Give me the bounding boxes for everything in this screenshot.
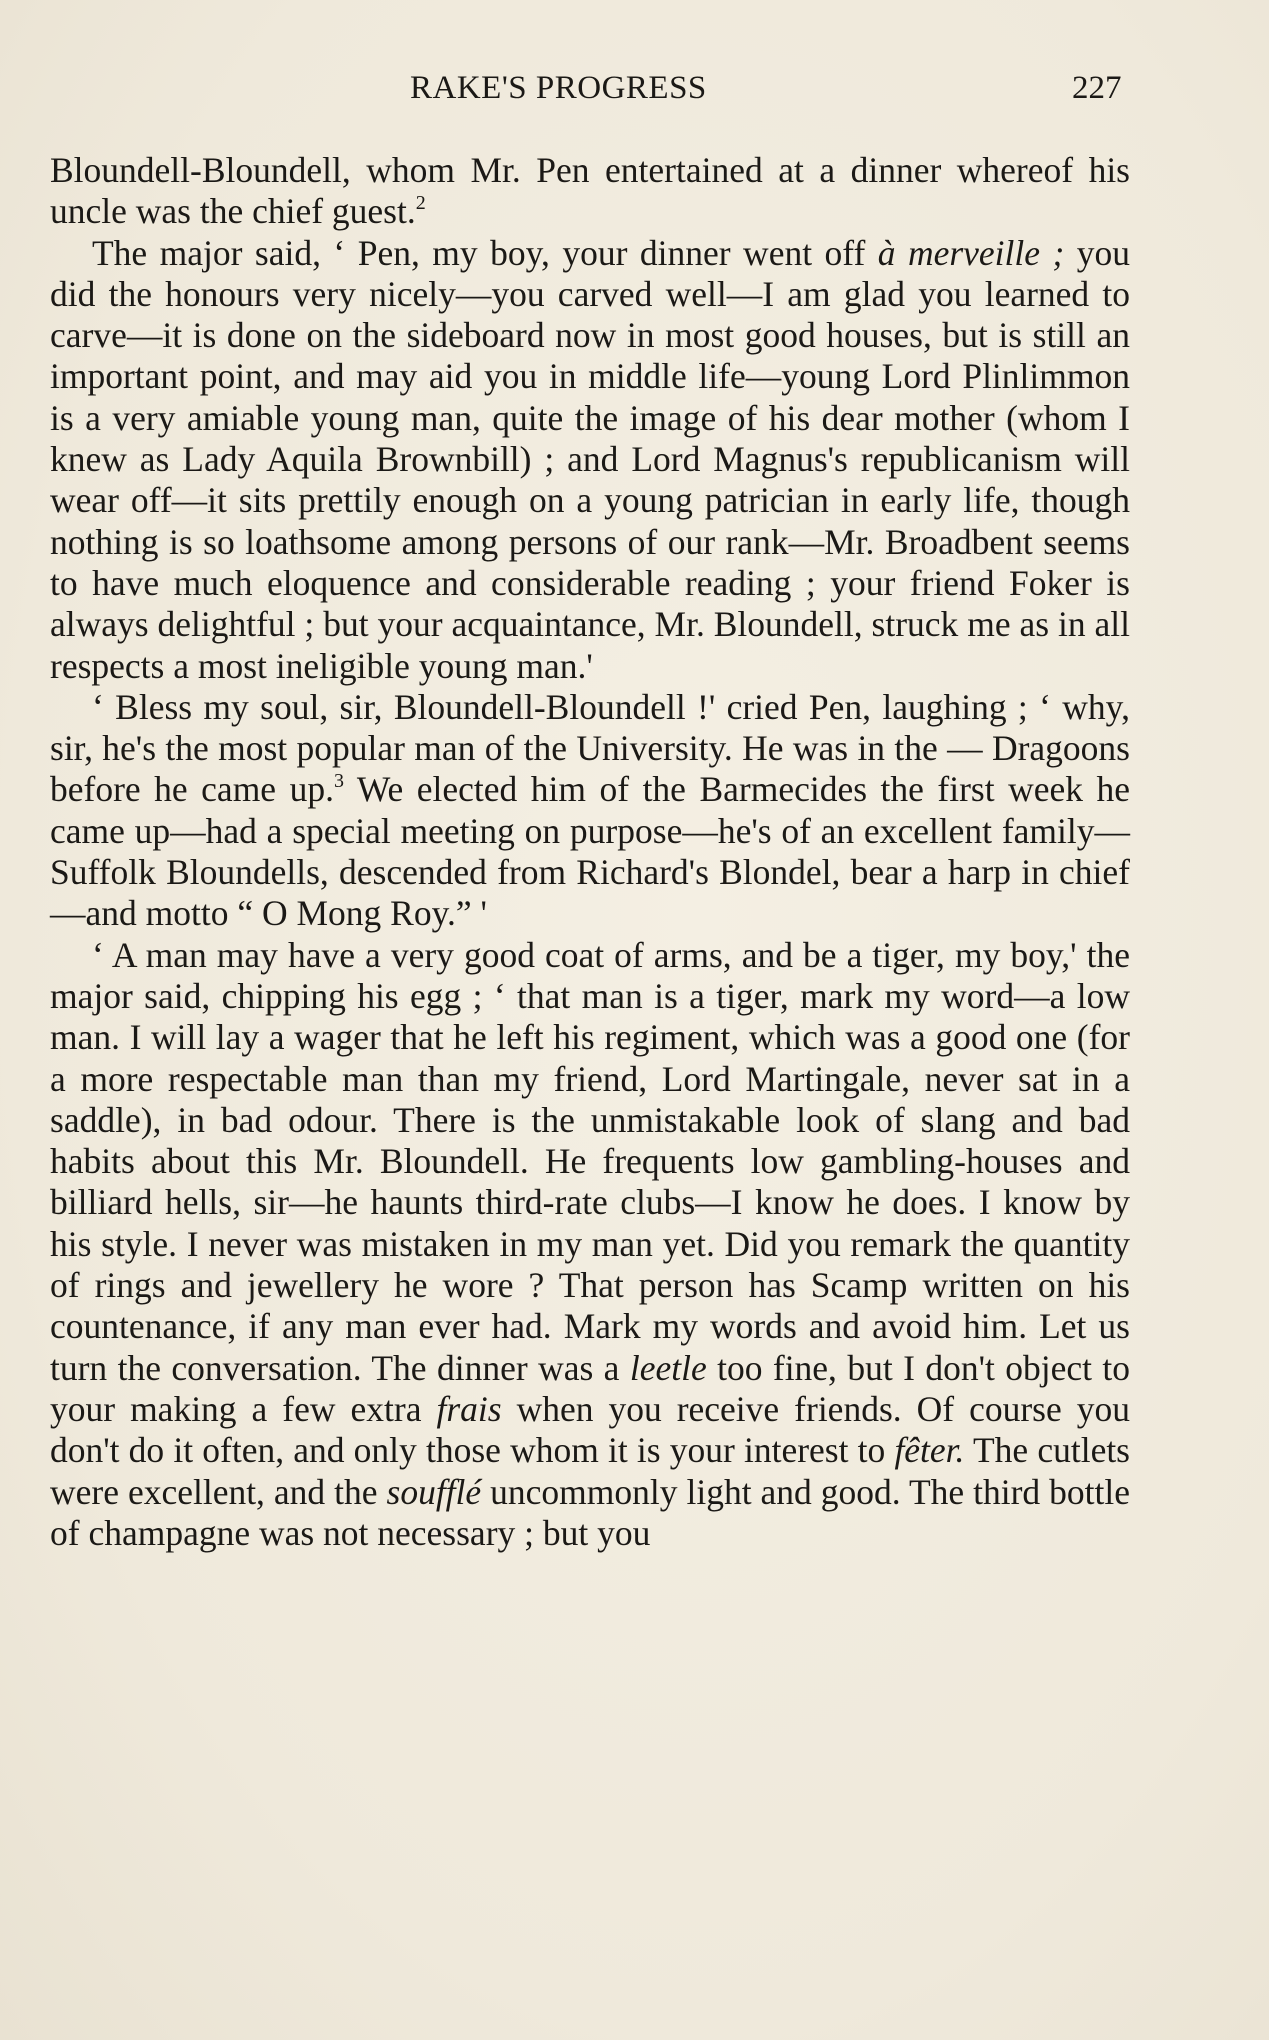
text-segment: The major said, ‘ Pen, my boy, your dinner went off <box>92 232 878 273</box>
footnote-marker: 3 <box>333 770 344 793</box>
text-segment: when you receive friends. Of course you don't do it often, and only those whom it is your interest to <box>50 1388 1130 1471</box>
text-segment: ‘ A man may have a very good coat of arms, and be a tiger, my boy,' the major said, chipping his egg ; ‘ that man is a tiger, mark my word—a low man. I will lay a wager that he left his regiment, which was a good one (for a more respectable man than my friend, Lord Martingale, never sat in a saddle), in bad odour. There is the unmistakable look of slang and bad habits about this Mr. Bloundell. He frequents low gambling-houses and billiard hells, sir—he haunts third-rate clubs—I know he does. I know by his style. I never was mistaken in my man yet. Did you remark the quantity of rings and jewellery he wore ? That person has Scamp written on his countenance, if any man ever had. Mark my words and avoid him. Let us turn the conversation. The dinner was a <box>50 934 1130 1388</box>
running-head <box>0 70 1269 114</box>
paragraph <box>50 150 1130 233</box>
italic-text: frais <box>436 1388 502 1429</box>
paragraph <box>50 935 1130 1554</box>
text-segment: The cutlets were excellent, and the <box>50 1430 1131 1512</box>
text-segment: uncommonly light and good. The third bottle of champagne was not necessary ; but you <box>50 1471 1131 1553</box>
paragraph <box>50 687 1130 935</box>
text-segment: We elected him of the Barmecides the first week he came up—had a special meeting on purpose—he's of an excellent family—Suffolk Bloundells, descended from Richard's Blondel, bear a harp in chief—and motto “ O Mong Roy.” ' <box>50 769 1131 934</box>
text-segment: ‘ Bless my soul, sir, Bloundell-Bloundell !' cried Pen, laughing ; ‘ why, sir, he's the most popular man of the University. He was in the — Dragoons before he came up. <box>50 686 1130 810</box>
text-segment: too fine, but I don't object to your making a few extra <box>50 1347 1130 1429</box>
body-text <box>50 150 1130 1554</box>
italic-text: leetle <box>629 1347 707 1388</box>
running-title: RAKE'S PROGRESS <box>410 70 707 106</box>
footnote-marker: 2 <box>415 192 426 215</box>
italic-text: soufflé <box>386 1471 482 1512</box>
paragraph <box>50 233 1130 687</box>
page-number: 227 <box>1072 70 1122 106</box>
text-segment: Bloundell-Bloundell, whom Mr. Pen entertained at a dinner whereof his uncle was the chief guest. <box>50 150 1130 232</box>
italic-text: fêter. <box>894 1430 965 1471</box>
italic-text: à merveille ; <box>877 232 1065 273</box>
text-segment: you did the honours very nicely—you carved well—I am glad you learned to carve—it is done on the sideboard now in most good houses, but is still an important point, and may aid you in middle life—young Lord Plinlimmon is a very amiable young man, quite the image of his dear mother (whom I knew as Lady Aquila Brownbill) ; and Lord Magnus's republicanism will wear off—it sits prettily enough on a young patrician in early life, though nothing is so loathsome among persons of our rank—Mr. Broadbent seems to have much eloquence and considerable reading ; your friend Foker is always delightful ; but your acquaintance, Mr. Bloundell, struck me as in all respects a most ineligible young man.' <box>50 232 1131 686</box>
